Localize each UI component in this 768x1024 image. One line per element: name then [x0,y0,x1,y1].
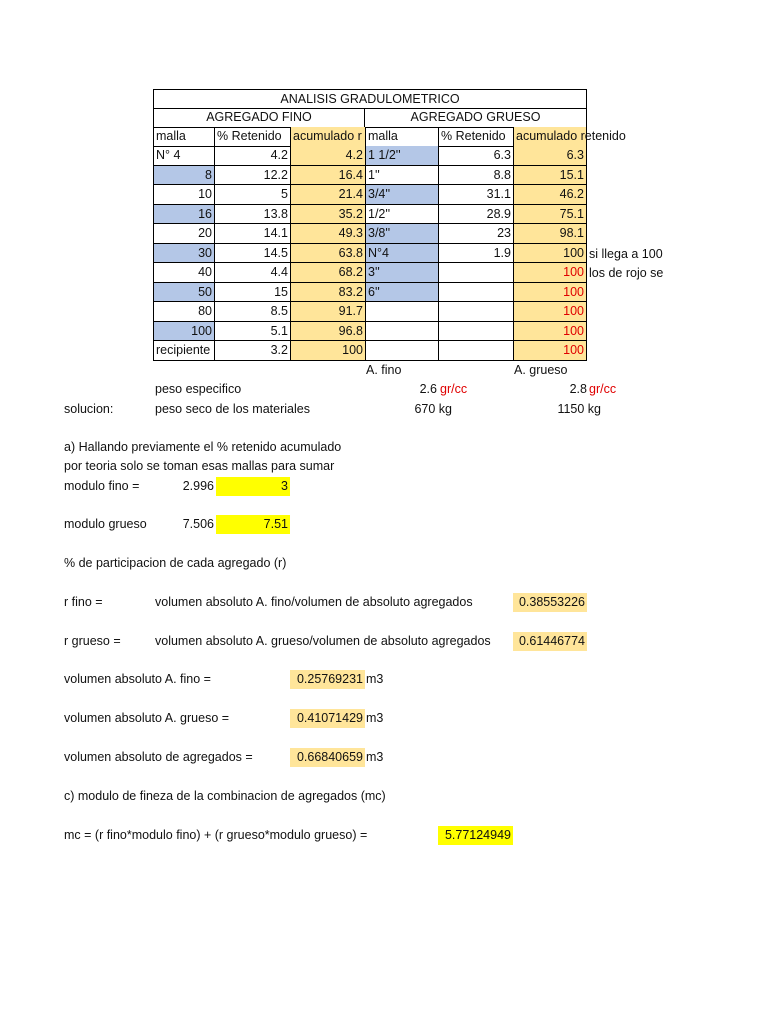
mc-value: 5.77124949 [438,826,513,845]
coarse-malla-cell [365,302,438,322]
modulo-fino-value: 2.996 [182,479,214,493]
coarse-acumulado-cell: 100 [513,322,587,342]
coarse-acumulado-header: acumulado retenido [513,127,587,147]
coarse-acumulado-cell: 75.1 [513,205,587,225]
coarse-malla-cell: 3/4'' [365,185,438,205]
coarse-malla-cell [365,322,438,342]
unit-grcc-fino: gr/cc [440,382,468,396]
coarse-retenido-cell [438,341,513,361]
peso-especifico-grueso: 2.8 [569,382,587,396]
label-a-grueso: A. grueso [514,363,568,377]
fine-acumulado-cell: 100 [290,341,365,361]
granulometry-table [0,0,768,370]
fine-malla-cell: 16 [153,205,214,225]
fine-acumulado-cell: 49.3 [290,224,365,244]
r-grueso-label: r grueso = [64,634,121,648]
fine-retenido-cell: 8.5 [214,302,290,322]
section-a-line1: a) Hallando previamente el % retenido acumulado [64,440,342,454]
coarse-acumulado-cell: 100 [513,244,587,264]
coarse-retenido-cell [438,283,513,303]
fine-acumulado-cell: 21.4 [290,185,365,205]
coarse-malla-cell: 1 1/2'' [365,146,438,166]
coarse-malla-cell: 1'' [365,166,438,186]
modulo-fino-rounded: 3 [216,477,290,496]
fine-malla-cell: 50 [153,283,214,303]
fine-retenido-cell: 5.1 [214,322,290,342]
fine-retenido-cell: 3.2 [214,341,290,361]
fine-retenido-cell: 15 [214,283,290,303]
fine-acumulado-cell: 35.2 [290,205,365,225]
fine-retenido-cell: 4.2 [214,146,290,166]
coarse-acumulado-cell: 98.1 [513,224,587,244]
coarse-acumulado-cell: 100 [513,283,587,303]
fine-retenido-cell: 12.2 [214,166,290,186]
peso-especifico-label: peso especifico [155,382,242,396]
coarse-retenido-header: % Retenido [438,127,513,147]
fine-acumulado-cell: 4.2 [290,146,365,166]
vol-grueso-label: volumen absoluto A. grueso = [64,711,230,725]
vol-fino-unit: m3 [366,672,384,686]
fine-malla-cell: 20 [153,224,214,244]
coarse-acumulado-cell: 100 [513,302,587,322]
fine-acumulado-cell: 16.4 [290,166,365,186]
side-note-1: si llega a 100 [589,247,663,261]
modulo-grueso-rounded: 7.51 [216,515,290,534]
fine-malla-cell: recipiente [153,341,214,361]
coarse-retenido-cell: 8.8 [438,166,513,186]
table-title: ANALISIS GRADULOMETRICO [153,89,587,109]
r-fino-formula: volumen absoluto A. fino/volumen de absoluto agregados [155,595,473,609]
fine-retenido-cell: 13.8 [214,205,290,225]
modulo-grueso-label: modulo grueso [64,517,147,531]
coarse-acumulado-cell: 6.3 [513,146,587,166]
coarse-retenido-cell [438,263,513,283]
r-fino-value: 0.38553226 [513,593,587,612]
coarse-retenido-cell [438,322,513,342]
fine-malla-cell: 10 [153,185,214,205]
coarse-malla-cell: 1/2'' [365,205,438,225]
fine-aggregate-header: AGREGADO FINO [153,108,365,128]
coarse-retenido-cell: 1.9 [438,244,513,264]
fine-retenido-header: % Retenido [214,127,290,147]
fine-acumulado-cell: 63.8 [290,244,365,264]
unit-grcc-grueso: gr/cc [589,382,617,396]
solucion-label: solucion: [64,402,114,416]
fine-malla-cell: 40 [153,263,214,283]
vol-grueso-unit: m3 [366,711,384,725]
peso-seco-grueso: 1150 kg [557,402,601,416]
vol-total-value: 0.66840659 [290,748,365,767]
coarse-acumulado-cell: 100 [513,341,587,361]
coarse-acumulado-cell: 15.1 [513,166,587,186]
coarse-retenido-cell: 28.9 [438,205,513,225]
fine-acumulado-cell: 83.2 [290,283,365,303]
fine-retenido-cell: 5 [214,185,290,205]
coarse-malla-cell: 3/8'' [365,224,438,244]
modulo-grueso-value: 7.506 [182,517,214,531]
vol-fino-value: 0.25769231 [290,670,365,689]
coarse-malla-cell: N°4 [365,244,438,264]
label-a-fino: A. fino [366,363,402,377]
mc-formula: mc = (r fino*modulo fino) + (r grueso*modulo grueso) = [64,828,368,842]
peso-especifico-fino: 2.6 [419,382,437,396]
fine-retenido-cell: 14.5 [214,244,290,264]
side-note-2: los de rojo se [589,266,664,280]
coarse-retenido-cell: 23 [438,224,513,244]
fine-malla-cell: 100 [153,322,214,342]
section-a-line2: por teoria solo se toman esas mallas para sumar [64,459,335,473]
section-c-title: c) modulo de fineza de la combinacion de agregados (mc) [64,789,386,803]
peso-seco-label: peso seco de los materiales [155,402,310,416]
fine-acumulado-cell: 91.7 [290,302,365,322]
coarse-malla-cell: 3'' [365,263,438,283]
vol-total-unit: m3 [366,750,384,764]
section-b-title: % de participacion de cada agregado (r) [64,556,287,570]
fine-malla-cell: 8 [153,166,214,186]
fine-malla-cell: 30 [153,244,214,264]
fine-malla-header: malla [153,127,214,147]
coarse-aggregate-header: AGREGADO GRUESO [365,108,587,128]
modulo-fino-label: modulo fino = [64,479,140,493]
coarse-malla-cell [365,341,438,361]
r-grueso-formula: volumen absoluto A. grueso/volumen de absoluto agregados [155,634,491,648]
fine-acumulado-cell: 96.8 [290,322,365,342]
coarse-acumulado-cell: 100 [513,263,587,283]
fine-malla-cell: N° 4 [153,146,214,166]
fine-malla-cell: 80 [153,302,214,322]
fine-acumulado-cell: 68.2 [290,263,365,283]
fine-retenido-cell: 4.4 [214,263,290,283]
r-grueso-value: 0.61446774 [513,632,587,651]
fine-retenido-cell: 14.1 [214,224,290,244]
coarse-retenido-cell: 31.1 [438,185,513,205]
peso-seco-fino: 670 kg [414,402,452,416]
fine-acumulado-header: acumulado r [290,127,365,147]
coarse-acumulado-cell: 46.2 [513,185,587,205]
coarse-retenido-cell: 6.3 [438,146,513,166]
vol-grueso-value: 0.41071429 [290,709,365,728]
vol-total-label: volumen absoluto de agregados = [64,750,253,764]
vol-fino-label: volumen absoluto A. fino = [64,672,211,686]
r-fino-label: r fino = [64,595,103,609]
coarse-malla-cell: 6'' [365,283,438,303]
coarse-malla-header: malla [365,127,438,147]
coarse-retenido-cell [438,302,513,322]
